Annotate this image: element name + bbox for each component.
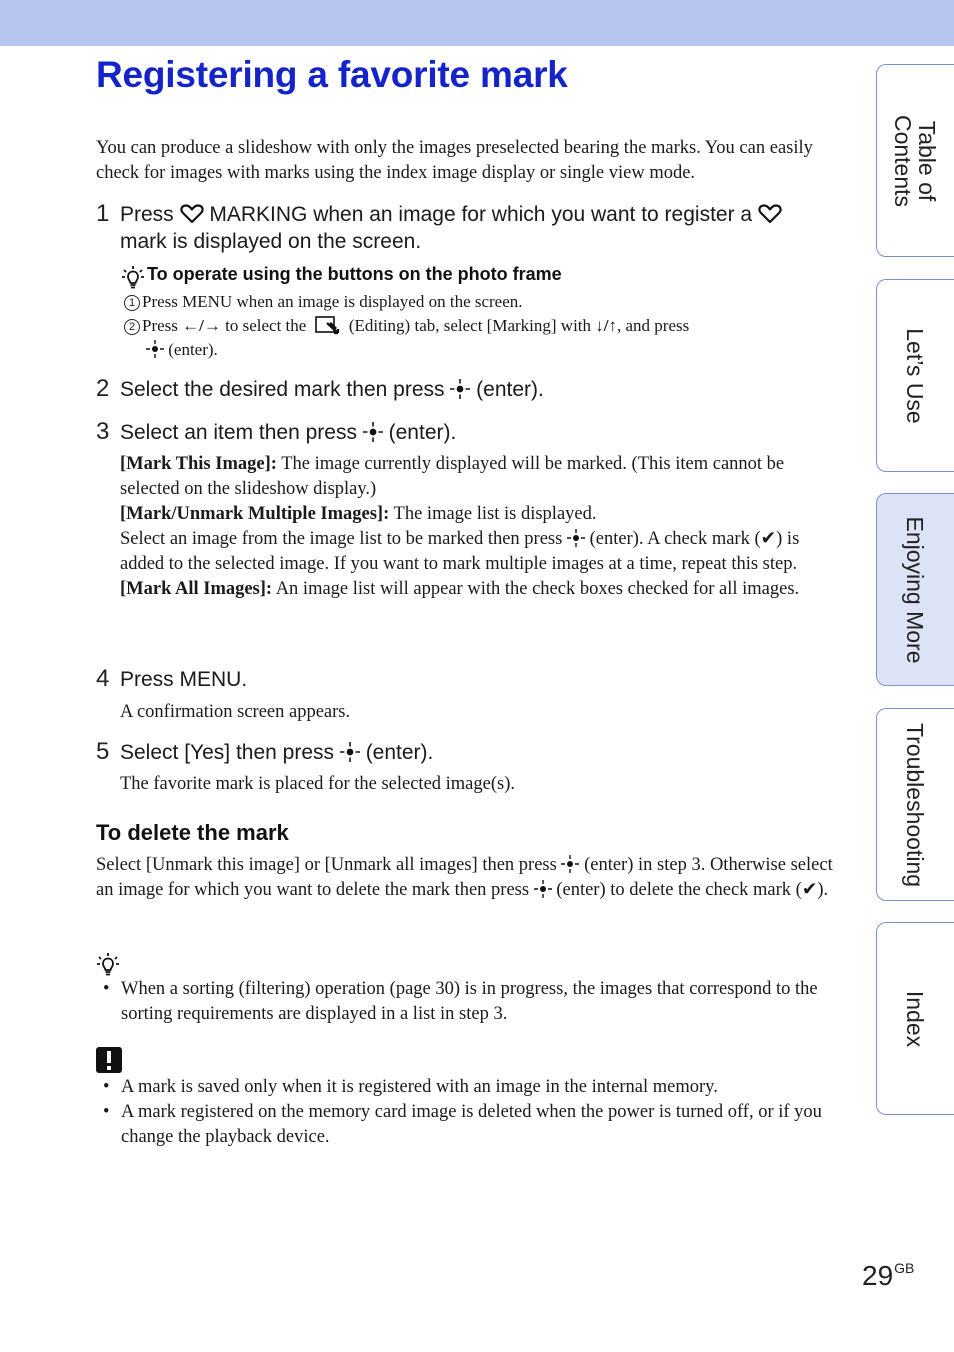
tab-label: Troubleshooting bbox=[902, 722, 928, 887]
heart-mark-icon bbox=[180, 204, 204, 224]
editing-tab-icon bbox=[315, 315, 341, 335]
step-1 bbox=[96, 201, 836, 261]
page-title: Registering a favorite mark bbox=[96, 54, 568, 95]
step-heading: Press MENU. bbox=[120, 668, 248, 691]
step-number: 3 bbox=[96, 418, 110, 445]
step-number: 1 bbox=[96, 200, 110, 227]
step-3 bbox=[96, 419, 836, 659]
list-item: • When a sorting (filtering) operation (page 30) is in progress, the images that correspond to the sorting requirements are displayed in a list in step 3. bbox=[103, 977, 833, 1027]
enter-button-icon bbox=[561, 855, 579, 873]
circled-number: 1 bbox=[124, 295, 140, 311]
intro-paragraph: You can produce a slideshow with only the images preselected bearing the marks. You can easily check for images with marks using the index image display or single view mode. bbox=[96, 138, 813, 183]
hint-title: To operate using the buttons on the photo frame bbox=[147, 264, 562, 284]
tab-table-of-contents[interactable] bbox=[876, 64, 954, 257]
delete-mark-heading: To delete the mark bbox=[96, 820, 289, 845]
header-band bbox=[0, 0, 954, 46]
enter-button-icon bbox=[534, 880, 552, 898]
step-5-body: The favorite mark is placed for the selected image(s). bbox=[120, 774, 516, 794]
step-heading: Select an item then press (enter). bbox=[120, 421, 457, 444]
down-up-arrows-icon: ↓/↑ bbox=[595, 316, 618, 335]
tab-label: Enjoying More bbox=[902, 515, 928, 664]
enter-button-icon bbox=[567, 529, 585, 547]
option-mark-multiple-images: [Mark/Unmark Multiple Images]: The image list is displayed. bbox=[120, 504, 597, 524]
tab-label: Let’s Use bbox=[902, 327, 928, 424]
option-mark-all-images: [Mark All Images]: An image list will appear with the check boxes checked for all images. bbox=[120, 579, 800, 599]
enter-button-icon bbox=[450, 379, 470, 399]
hint-line-1: 1 Press MENU when an image is displayed on the screen. bbox=[124, 290, 523, 314]
hint-bulb-icon bbox=[121, 264, 145, 290]
check-mark-icon: ✔ bbox=[801, 880, 818, 900]
page-number: $29^{GB}$ bbox=[862, 1260, 915, 1291]
tab-label: Table of Contents bbox=[890, 114, 940, 207]
step-number: 4 bbox=[96, 665, 110, 692]
heart-mark-icon bbox=[758, 204, 782, 224]
list-item: • A mark is saved only when it is registered with an image in the internal memory. bbox=[103, 1075, 833, 1100]
enter-button-icon bbox=[340, 742, 360, 762]
tab-troubleshooting[interactable] bbox=[876, 708, 954, 901]
option-multiple-instructions: Select an image from the image list to be marked then press (enter). A check mark (✔) is added to the selected image. If you want to mark multiple images at a time, repeat this step. bbox=[120, 529, 800, 574]
note-list bbox=[103, 1075, 833, 1150]
tip-list bbox=[103, 977, 833, 1027]
tab-index[interactable] bbox=[876, 922, 954, 1115]
hint-line-2: 2 Press ←/→ to select the (Editing) tab, select [Marking] with ↓/↑, and press bbox=[124, 314, 689, 338]
option-mark-this-image: [Mark This Image]: The image currently displayed will be marked. (This item cannot be selected on the slideshow display.) bbox=[120, 454, 785, 499]
enter-button-icon bbox=[363, 422, 383, 442]
hint-line-3: (enter). bbox=[146, 338, 218, 362]
enter-button-icon bbox=[146, 340, 164, 358]
tip-bulb-icon bbox=[96, 950, 120, 978]
step-number: 2 bbox=[96, 375, 110, 402]
step-heading: Press MARKING when an image for which you want to register a mark is displayed on the screen. bbox=[120, 201, 836, 255]
step-5 bbox=[96, 739, 836, 799]
step-heading: Select the desired mark then press (enter). bbox=[120, 378, 544, 401]
tab-lets-use[interactable] bbox=[876, 279, 954, 472]
step-2 bbox=[96, 376, 836, 406]
tab-label: Index bbox=[902, 990, 928, 1047]
step-4-body: A confirmation screen appears. bbox=[120, 702, 351, 722]
delete-mark-text: Select [Unmark this image] or [Unmark all images] then press (enter) in step 3. Otherwise select an image for which you want to delete the mark then press (enter) to delete the check mark (✔). bbox=[96, 855, 833, 900]
step-3-body bbox=[120, 452, 836, 602]
circled-number: 2 bbox=[124, 319, 140, 335]
tab-enjoying-more[interactable] bbox=[876, 493, 954, 686]
step-4 bbox=[96, 666, 836, 726]
step-heading: Select [Yes] then press (enter). bbox=[120, 741, 434, 764]
list-item: • A mark registered on the memory card image is deleted when the power is turned off, or if you change the playback device. bbox=[103, 1100, 833, 1150]
caution-icon bbox=[96, 1047, 122, 1073]
check-mark-icon: ✔ bbox=[760, 529, 777, 549]
step-number: 5 bbox=[96, 738, 110, 765]
left-right-arrows-icon: ←/→ bbox=[182, 316, 221, 335]
